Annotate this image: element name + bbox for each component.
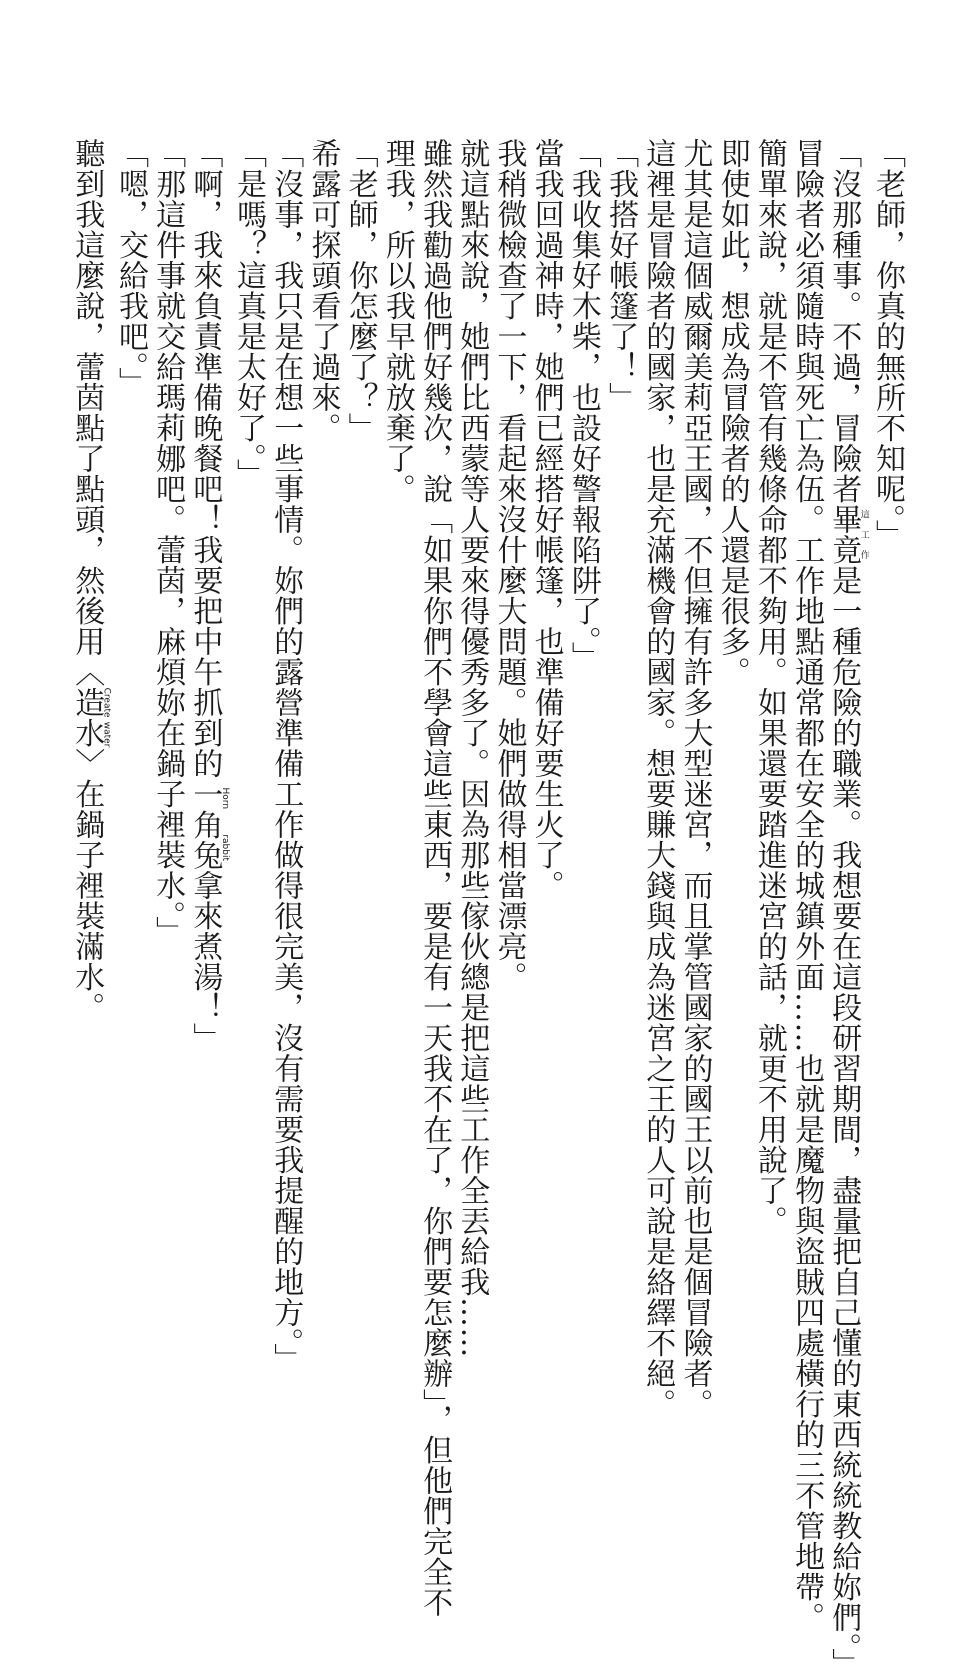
text-line-1: 「老師，你真的無所不知呢。」 — [870, 138, 905, 550]
text-line-7: 這裡是冒險者的國家，也是充滿機會的國家。想要賺大錢與成為迷宮之王的人可說是絡繹不絕。 — [640, 138, 676, 1419]
text-line-12: 就這點來說，她們比西蒙等人要來得優秀多了。因為那些傢伙總是把這些工作全丟給我…… — [454, 138, 490, 1358]
text-line-3: 冒險者必須隨時與死亡為伍。工作地點通常都在安全的城鎮外面……也就是魔物與盜賊四處橫行的三不管地帶。 — [789, 138, 825, 1633]
ruby-annotation-work: 畢竟這工作 — [826, 504, 869, 565]
ruby-annotation-create-water: 造水Create water — [69, 687, 112, 748]
text-line-22-part-b: 〉在鍋子裡裝滿水。 — [69, 748, 105, 1023]
text-line-11: 我稍微檢查了一下，看起來沒什麼大問題。她們做得相當漂亮。 — [491, 138, 527, 992]
ruby-text-work: 這工作 — [858, 504, 869, 565]
text-line-17: 「沒事，我只是在想一些事情。妳們的露營準備工作做得很完美，沒有需要我提醒的地方。」 — [268, 138, 304, 1374]
text-line-19-part-a: 「啊，我來負責準備晚餐吧！我要把中午抓到的 — [187, 138, 223, 779]
text-line-5: 即使如此，想成為冒險者的人還是很多。 — [714, 138, 750, 687]
text-line-19 — [186, 138, 230, 1298]
text-line-2-part-b: 是一種危險的職業。我想要在這段研習期間，盡量把自己懂的東西統統教給妳們。」 — [826, 565, 862, 1679]
ruby-annotation-horn-rabbit: 一角兔Horn rabbit — [187, 778, 230, 870]
text-line-8: 「我搭好帳篷了！」 — [603, 138, 639, 413]
text-line-15: 「老師，你怎麼了？」 — [342, 138, 378, 443]
text-line-20: 「那這件事就交給瑪莉娜吧。蕾茵，麻煩妳在鍋子裡裝水。」 — [150, 138, 186, 947]
vertical-text-body — [68, 138, 906, 1679]
text-line-19-part-b: 拿來煮湯！」 — [187, 870, 223, 1053]
text-line-2 — [825, 138, 869, 1679]
text-line-2-part-a: 「沒那種事。不過，冒險者 — [826, 138, 862, 504]
text-line-14: 理我，所以我早就放棄了。 — [379, 138, 415, 504]
text-line-6: 尤其是這個威爾美莉亞王國，不但擁有許多大型迷宮，而且掌管國家的國王以前也是個冒險者。 — [677, 138, 713, 1419]
text-line-18: 「是嗎？這真是太好了。」 — [231, 138, 267, 489]
text-line-22 — [68, 138, 112, 1298]
ruby-text-horn-rabbit: Horn rabbit — [219, 778, 230, 870]
text-line-4: 簡單來說，就是不管有幾條命都不夠用。如果還要踏進迷宮的話，就更不用說了。 — [751, 138, 787, 1236]
text-line-16: 希露可探頭看了過來。 — [305, 138, 341, 443]
text-line-13: 雖然我勸過他們好幾次，說「如果你們不學會這些東西，要是有一天我不在了，你們要怎麼辦」，但他們完全不 — [417, 138, 453, 1618]
text-line-9: 「我收集好木柴，也設好警報陷阱了。」 — [565, 138, 601, 672]
text-line-10: 當我回過神時，她們已經搭好帳篷，也準備好要生火了。 — [528, 138, 564, 901]
ruby-text-create-water: Create water — [101, 687, 112, 748]
text-line-21: 「嗯，交給我吧。」 — [112, 138, 148, 398]
text-line-22-part-a: 聽到我這麼說，蕾茵點了點頭，然後用〈 — [69, 138, 105, 687]
